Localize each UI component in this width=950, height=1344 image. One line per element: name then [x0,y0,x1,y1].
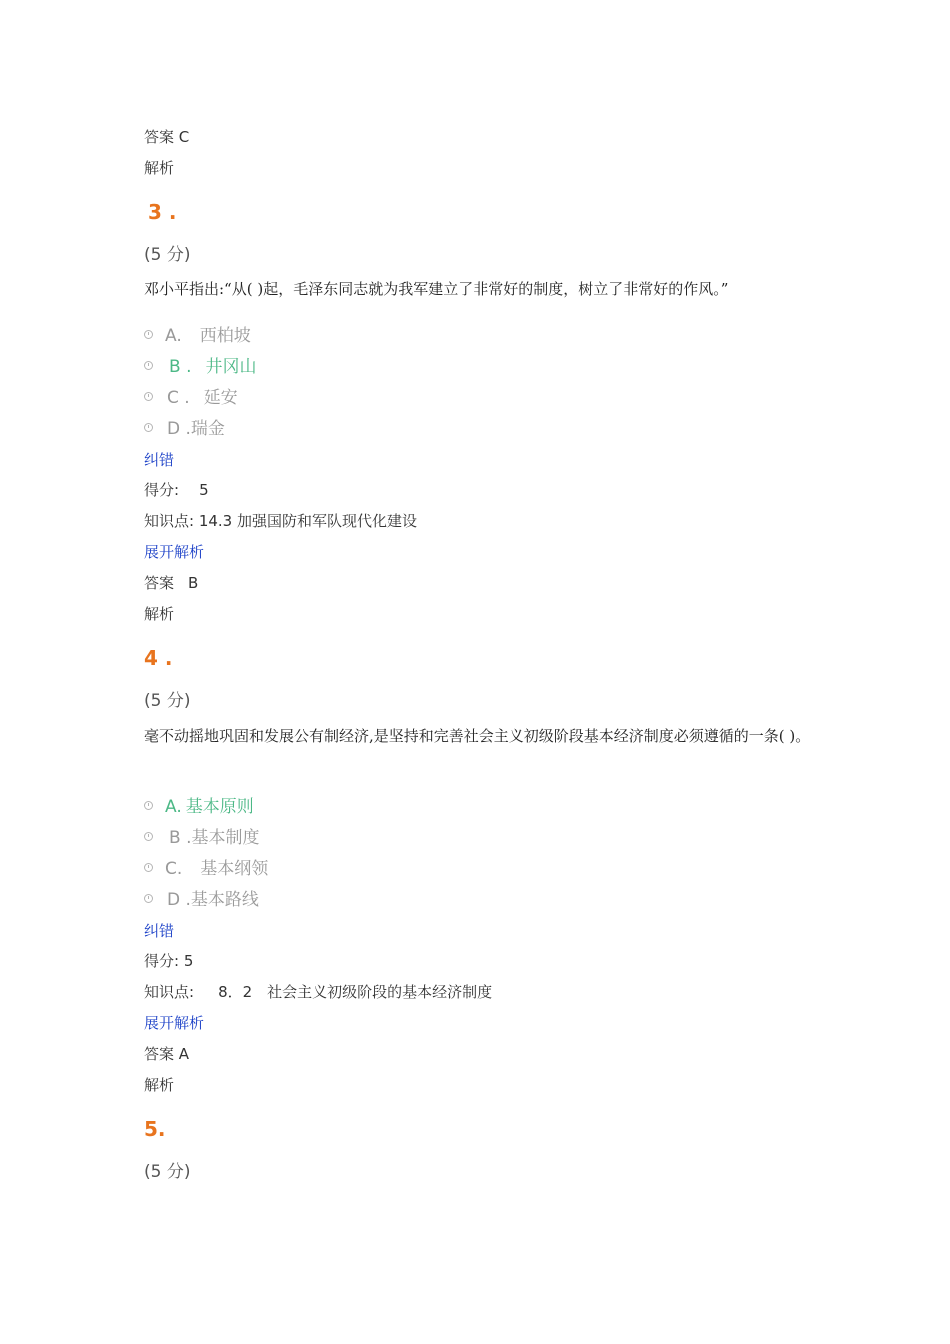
option-text: 基本原则 [185,797,254,817]
question-score: (5 分) [144,245,191,265]
knowledge-value: 8．2 社会主义初级阶段的基本经济制度 [218,983,493,1001]
analysis-label: 解析 [144,159,175,177]
question-number: 3 . [148,200,177,224]
radio-icon[interactable] [144,894,153,903]
option-d[interactable] [144,888,259,912]
question-number: 4 . [144,646,173,670]
option-label: C . [167,388,190,408]
option-a[interactable] [144,795,254,819]
report-error-link[interactable]: 纠错 [144,451,175,469]
question-stem: 邓小平指出:“从( )起，毛泽东同志就为我军建立了非常好的制度，树立了非常好的作风。” [144,280,729,298]
expand-analysis-link[interactable]: 展开解析 [144,543,205,561]
option-b[interactable] [144,355,256,379]
score-value: 5 [199,481,209,499]
expand-analysis-link[interactable]: 展开解析 [144,1014,205,1032]
option-label: B . [169,828,192,848]
radio-icon[interactable] [144,361,153,370]
option-label: A. [165,326,182,346]
score-label: 得分: [144,481,180,499]
answer-label: 答案 [144,574,175,592]
answer-text: 答案 A [144,1045,190,1063]
answer-line [144,573,198,593]
option-text: 井冈山 [205,357,257,377]
knowledge-point: 知识点: 14.3 加强国防和军队现代化建设 [144,512,417,530]
question-stem: 毫不动摇地巩固和发展公有制经济,是坚持和完善社会主义初级阶段基本经济制度必须遵循的一条( )。 [144,727,811,745]
question-score: (5 分) [144,691,191,711]
radio-icon[interactable] [144,392,153,401]
option-text: 基本制度 [191,828,260,848]
knowledge-point [144,982,492,1002]
report-error-link[interactable]: 纠错 [144,922,175,940]
score-line [144,480,209,500]
option-text: 基本纲领 [200,859,269,879]
option-label: D . [167,419,191,439]
option-text: 延安 [203,388,238,408]
option-c[interactable] [144,857,268,881]
option-label: D . [167,890,191,910]
option-label: B . [169,357,192,377]
knowledge-label: 知识点: [144,983,195,1001]
option-a[interactable] [144,324,251,348]
score-line: 得分: 5 [144,952,194,970]
radio-icon[interactable] [144,330,153,339]
answer-text: 答案 C [144,128,190,146]
option-c[interactable] [144,386,238,410]
option-text: 基本路线 [190,890,259,910]
analysis-label: 解析 [144,1076,175,1094]
option-text: 瑞金 [190,419,225,439]
radio-icon[interactable] [144,801,153,810]
radio-icon[interactable] [144,832,153,841]
question-number: 5. [144,1117,166,1141]
option-label: A. [165,797,182,817]
answer-value: B [188,574,199,592]
question-score: (5 分) [144,1162,191,1182]
option-label: C. [165,859,183,879]
option-b[interactable] [144,826,259,850]
analysis-label: 解析 [144,605,175,623]
radio-icon[interactable] [144,863,153,872]
radio-icon[interactable] [144,423,153,432]
option-text: 西柏坡 [199,326,251,346]
option-d[interactable] [144,417,225,441]
